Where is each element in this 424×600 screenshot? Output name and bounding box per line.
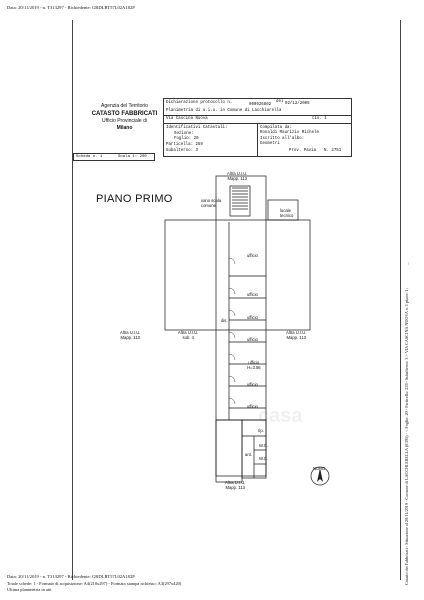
compilata-label: Compilata da: bbox=[260, 126, 292, 130]
office-label-3: ufficio bbox=[247, 315, 258, 320]
north-label: NORD bbox=[313, 466, 326, 471]
subalterno-field: Subalterno: 3 bbox=[166, 149, 198, 153]
office-label-4: ufficio bbox=[247, 337, 258, 342]
del-label: del bbox=[276, 100, 284, 104]
office-label-6: ufficio bbox=[247, 382, 258, 387]
agency-block bbox=[72, 103, 177, 131]
prov-value: Prov. Pavia bbox=[289, 149, 317, 153]
bottom-area-label: Altra U.I.U. Mapp. 113 bbox=[225, 480, 246, 491]
agency-office: Ufficio Provinciale di bbox=[102, 117, 147, 124]
agency-catasto: CATASTO FABBRICATI bbox=[91, 110, 158, 117]
stairwell-label: vano scala comune bbox=[201, 198, 222, 209]
address-street: Via Cascina Nuova bbox=[166, 117, 208, 121]
compilatore-name: Ronaldi Maurizio Michele bbox=[260, 131, 319, 135]
scale-value: Scala 1: 200 bbox=[118, 154, 147, 159]
left-area-label: Altra U.I.U. Mapp. 113 bbox=[120, 330, 141, 341]
storage-label: rip. bbox=[258, 428, 264, 433]
office-label-1: ufficio bbox=[247, 253, 258, 258]
planimetria-label: Planimetria di u.i.u. in Comune di Lacchiarella bbox=[166, 109, 282, 113]
scheda-row bbox=[73, 153, 155, 161]
side-small-text: ... bbox=[405, 262, 410, 265]
dichiarazione-label: Dichiarazione protocollo n. bbox=[166, 101, 233, 105]
side-catasto-text: Catasto dei Fabbricati - Situazione al 20/11/2019 - Comune di LACCHIARELLA (E395) - < Foglio: 20 - Particella: 259 - Subalterno: 3 > VIA CASCINA NUOVA n. 1 piano: 1; bbox=[404, 288, 409, 585]
watermark: casa bbox=[258, 405, 303, 427]
corridor-label: dis. bbox=[221, 318, 228, 323]
iscritto-label: Iscritto all'albo: bbox=[260, 137, 305, 141]
footer-format-info: Totale schede: 1 - Formato di acquisizione: A4(210x297) - Formato stampa richiesto: A3(297x420) bbox=[7, 581, 182, 586]
office-label-2: ufficio bbox=[247, 292, 258, 297]
footer-last-planimetry: Ultima planimetria in atti bbox=[7, 587, 52, 592]
tech-room-label: locale tecnico bbox=[280, 208, 294, 219]
cadastral-info-table bbox=[163, 98, 352, 157]
anteroom-label: ant. bbox=[245, 452, 252, 457]
office-label-5: ufficio H=3.56 bbox=[247, 360, 261, 371]
office-label-7: ufficio bbox=[247, 404, 258, 409]
scheda-number: Scheda n. 1 bbox=[76, 154, 103, 159]
albo-number: N. 2751 bbox=[324, 149, 342, 153]
center-area-label: Altra U.I.U. sub. 4 bbox=[178, 330, 199, 341]
plan-upper-area bbox=[165, 220, 310, 330]
agency-city: Milano bbox=[116, 124, 133, 131]
wc-label-2: W.C. bbox=[259, 456, 269, 461]
right-area-label: Altra U.I.U. Mapp. 113 bbox=[286, 330, 307, 341]
foglio-field: Foglio: 20 bbox=[174, 137, 199, 141]
sezione-field: Sezione: bbox=[174, 132, 194, 136]
albo-value: Geometri bbox=[260, 142, 280, 146]
agency-name: Agenzia del Territorio bbox=[101, 103, 148, 109]
header-request-info: Data: 20/11/2019 - n. T313297 - Richiedente: GRDLRT57L02A182P bbox=[7, 5, 135, 10]
particella-field: Particella: 259 bbox=[166, 143, 203, 147]
plan-title: PIANO PRIMO bbox=[96, 193, 173, 205]
address-civic: civ. 1 bbox=[312, 117, 327, 121]
wc-label-1: W.C. bbox=[259, 443, 269, 448]
protocol-number: 000926802 bbox=[249, 103, 272, 107]
top-area-label: Altra U.I.U. Mapp. 113 bbox=[227, 171, 248, 182]
identificativi-label: Identificativi Catastali: bbox=[166, 126, 228, 130]
del-date: 02/12/2005 bbox=[285, 102, 310, 106]
footer-request-info: Data: 20/11/2019 - n. T313297 - Richiedente: GRDLRT57L02A182P bbox=[7, 574, 135, 579]
